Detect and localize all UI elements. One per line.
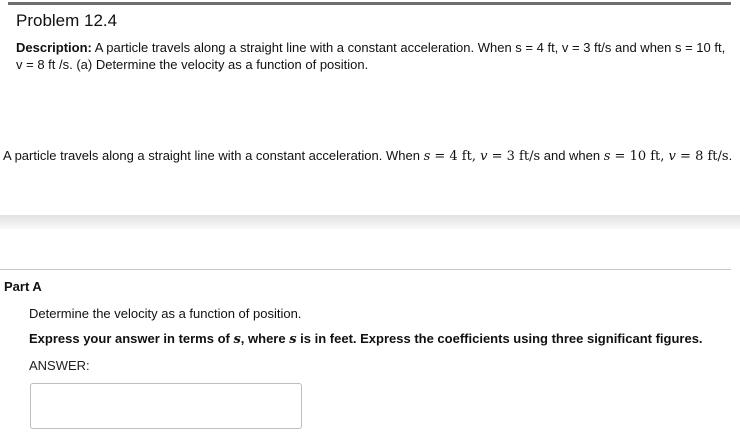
statement-eq-3: = 10 ft, — [610, 149, 669, 164]
variable-s-2: s — [603, 149, 611, 164]
variable-s: s — [423, 149, 431, 164]
problem-statement — [3, 148, 739, 164]
statement-math-2 — [604, 149, 729, 164]
instruction-variable-s: s — [233, 332, 241, 347]
statement-eq-2: = 3 ft/s — [487, 149, 541, 164]
answer-input[interactable] — [30, 383, 302, 429]
part-a-prompt: Determine the velocity as a function of position. — [29, 306, 302, 321]
statement-text-1: A particle travels along a straight line with a constant acceleration. When — [3, 148, 424, 163]
statement-eq-4: = 8 ft/s — [675, 149, 729, 164]
instruction-text-3: is in feet. Express the coefficients using three significant figures. — [296, 331, 703, 346]
part-a-instruction — [29, 331, 734, 348]
variable-v-2: v — [668, 149, 676, 164]
part-a-title: Part A — [4, 279, 42, 294]
description-text: A particle travels along a straight line with a constant acceleration. When s = 4 ft, v = 3 ft/s and when s = 10 ft, v = 8 ft /s. (a) Determine the velocity as a function of position. — [16, 40, 726, 72]
statement-text-2: and when — [540, 148, 604, 163]
statement-text-3: . — [728, 148, 733, 163]
instruction-variable-s-2: s — [289, 332, 297, 347]
statement-eq-1: = 4 ft, — [430, 149, 481, 164]
section-divider — [0, 215, 740, 229]
answer-label: ANSWER: — [29, 358, 90, 373]
problem-description — [16, 39, 728, 73]
top-rule — [8, 2, 731, 5]
instruction-text-1: Express your answer in terms of — [29, 331, 234, 346]
part-rule — [0, 269, 731, 270]
statement-math-1 — [424, 149, 541, 164]
variable-v: v — [480, 149, 488, 164]
part-a-body — [29, 306, 734, 374]
instruction-text-2: , where — [240, 331, 290, 346]
problem-title: Problem 12.4 — [16, 11, 118, 30]
description-label: Description: — [16, 40, 92, 55]
